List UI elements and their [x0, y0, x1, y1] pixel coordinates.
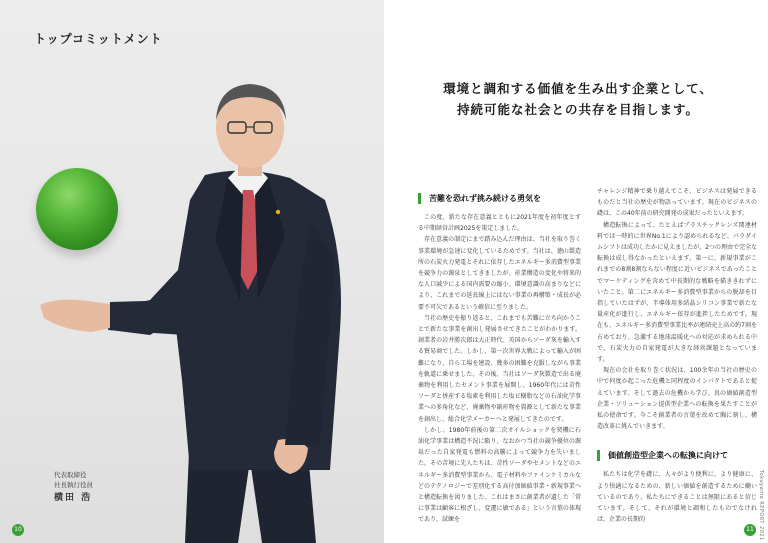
caption-title-2: 社長執行役員	[54, 481, 93, 489]
page-number-left: 10	[12, 524, 24, 536]
caption-title-1: 代表取締役	[54, 471, 87, 479]
paragraph: 当社の歴史を振り返ると、これまでも苦難に立ち向かうことで新たな事業を創出し発展させてきたことがわかります。創業者の岩井勝次郎は大正時代、英国からソーダ灰を輸入する貿易商でした。しかし、第一次世界大戦によって輸入が困難になり、自ら工場を建設、幾多の困難を克服しながら事業を軌道に乗せました。その後、当社はソーダ灰製造で出る廃棄物を利用したセメント事業を展開し、1960年代には苛性ソーダと併産する塩素を利用した塩ビ樹脂などの石油化学事業への多角化など、廃棄物や副産物を資源として新たな事業を創出し、総合化学メーカーへと発展してきたのです。	[418, 314, 581, 423]
report-side-label: Tokuyama REPORT 2021	[758, 470, 764, 541]
text-column-2	[597, 186, 757, 525]
paragraph: この度、新たな存在意義とともに2021年度を初年度とする中期経営計画2025を策定しました。	[418, 214, 581, 233]
headline	[418, 78, 738, 120]
paragraph: 構造転換によって、たとえばプラスチックレンズ関連材料では一時的に世界No.1により認められるなど、パラダイムシフトは成功したかに見えましたが、2つの理由で完全な転換は成し得なかったといえます。第一に、新規事業がこれまでの8割8割ならない程度に近いビジネスであったことでマーケティングを含めて中長期的な戦略を描ききれずにいたこと。第二にエネルギー多消費型事業からの脱却を目指していたはずが、半導体用多結晶シリコン事業で新たな量産化が進行し、エネルギー依存が進捗したためです。現在も、エネルギー多消費型事業比率が連結売上高の約7割を占めており、急激する地球温暖化への対応が求められる中で、石炭火力の自家発電が大きな経営課題となっています。	[597, 221, 757, 364]
column-1-heading: 苦難を恐れず挑み続ける勇気を	[418, 193, 581, 204]
section-title: トップコミットメント	[34, 32, 163, 46]
paragraph: 存在意義の制定にまで踏み込んだ理由は、当社を取り巻く事業環境が急速に変化しているためです。当社は、徳山製造所の石炭火力発電とそれに依存したエネルギー多消費型事業を競争力の源泉としてきましたが、産業構造の変化や将来的な人口減少による国内需要の縮小、環境意識の高まりなどにより、これまでの延長線上にはない事業の再構築・成長が必要不可欠であるという確信に至りました。	[418, 236, 581, 311]
executive-caption	[54, 470, 93, 503]
headline-line-1: 環境と調和する価値を生み出す企業として、	[443, 81, 713, 96]
paragraph: しかし、1980年前後の第二次オイルショックを契機に石油化学事業は構造不況に陥り、なおかつ当社の競争優位の源泉だった自家発電も燃料の高騰によって競争力を失いました。その苦境に先人たちは、苛性ソーダやセメントなどのエネルギー多消費型事業から、電子材料やファインケミカルなどのテクノロジーで差別化する高付加価値事業・新規事業へと構造転換を図りました。これはまさに創業者が遺した「常に事業は顧客に根ざし、変遷に敏である」という言葉の体現であり、試練を	[418, 426, 581, 524]
paragraph: 私たちは化学を礎に、人々がより便利に、より健康に、より快適になるための、新しい価値を創造するために働いているのであり、私たちにできることは無限にあると信じています。そして、それが環境と調和したものでなければ、企業の長期的	[597, 471, 757, 524]
executive-name: 横田 浩	[54, 493, 93, 503]
column-2-heading: 価値創造型企業への転換に向けて	[597, 450, 757, 461]
right-page	[384, 0, 768, 543]
paragraph: 現在の会社を取り巻く状況は、100余年の当社の歴史の中で何度か起こった危機と同程度のインパクトであると捉えています。そして過去の危機から学び、真の価値創造型企業・ソリューション提供型企業への転換を果たすことが私の使命です。今こそ創業者の言葉を改めて胸に刻し、構造改革に挑んでいきます。	[597, 367, 757, 431]
text-column-1	[418, 193, 581, 526]
paragraph: チャレンジ精神で乗り越えてこそ、ビジネスは発展できるものだと当社の歴史が物語っています。現在のビジネスの礎は、この40年前の研究開発の成果だったといえます。	[597, 188, 757, 218]
page-number-right: 11	[744, 524, 756, 536]
headline-line-2: 持続可能な社会との共存を目指します。	[456, 102, 699, 117]
